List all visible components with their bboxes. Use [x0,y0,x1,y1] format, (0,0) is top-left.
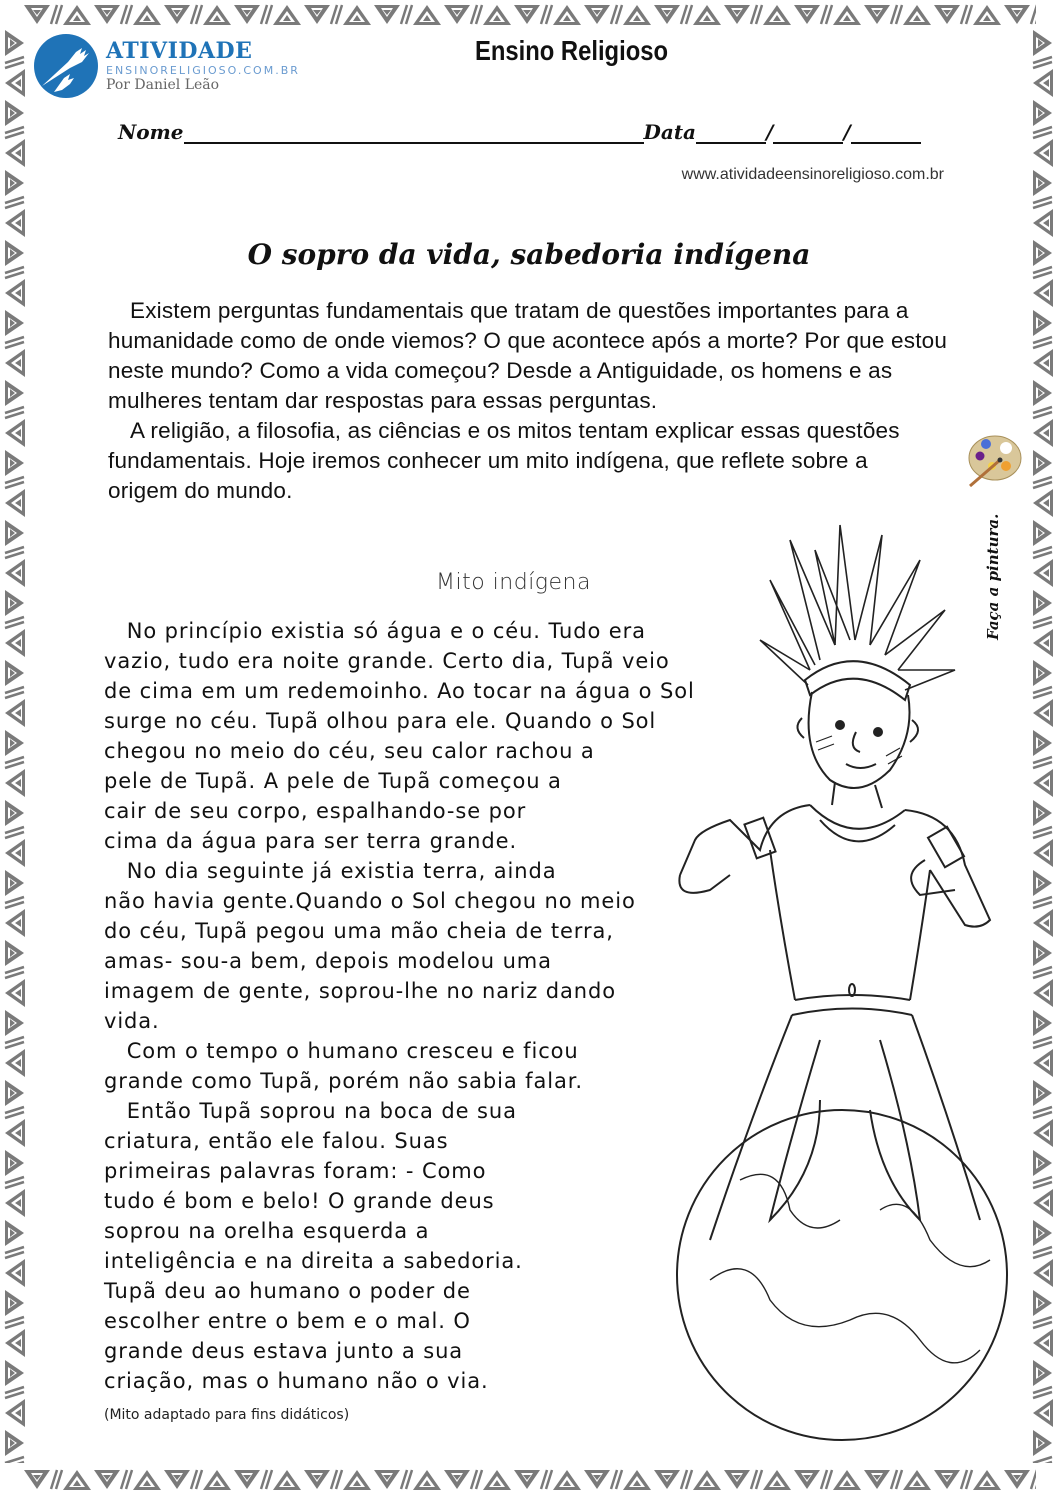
myth-line: pele de Tupã. A pele de Tupã começou a [104,769,562,793]
name-date-row [118,120,944,144]
indigenous-figure-illustration [620,520,1020,1445]
myth-line: não havia gente.Quando o Sol chegou no meio [104,889,636,913]
myth-line: chegou no meio do céu, seu calor rachou a [104,739,595,763]
myth-line: vazio, tudo era noite grande. Certo dia, Tupã veio [104,649,670,673]
subject-title: Ensino Religioso [474,35,669,66]
paint-palette-icon [962,430,1024,492]
myth-line: surge no céu. Tupã olhou para ele. Quando o Sol [104,709,657,733]
intro-paragraph: Existem perguntas fundamentais que tratam de questões importantes para a humanidade como de onde viemos? O que acontece após a morte? Por que estou neste mundo? Como a vida começou? Desde a Antiguidade, os homens e as mulheres tentam dar respostas para essas perguntas. [108,298,948,413]
myth-line: soprou na orelha esquerda a [104,1219,430,1243]
name-label: Nome [118,120,184,144]
logo-title: ATIVIDADE [106,38,253,64]
myth-line: imagem de gente, soprou-lhe no nariz dando [104,979,616,1003]
document-title: O sopro da vida, sabedoria indígena [247,238,811,271]
myth-line: cair de seu corpo, espalhando-se por [104,799,527,823]
myth-line: cima da água para ser terra grande. [104,829,518,853]
decorative-border-top [22,2,1036,28]
myth-line: amas- sou-a bem, depois modelou uma [104,949,552,973]
date-label: Data [643,120,697,144]
decorative-border-bottom [22,1467,1036,1493]
coloring-instruction: Faça a pintura. [984,513,1002,640]
myth-line: No princípio existia só água e o céu. Tudo era [104,619,646,643]
myth-line: do céu, Tupã pegou uma mão cheia de terra, [104,919,614,943]
myth-line: de cima em um redemoinho. Ao tocar na água o Sol [104,679,695,703]
logo-author: Por Daniel Leão [106,77,220,93]
footnote: (Mito adaptado para fins didáticos) [104,1407,350,1423]
myth-line: primeiras palavras foram: - Como [104,1159,487,1183]
myth-title: Mito indígena [436,570,591,595]
date-month-field[interactable] [773,122,843,144]
myth-line: Com o tempo o humano cresceu e ficou [104,1039,579,1063]
myth-line: tudo é bom e belo! O grande deus [104,1189,495,1213]
myth-line: inteligência e na direita a sabedoria. [104,1249,523,1273]
date-separator: / [843,120,851,144]
myth-line: criação, mas o humano não o via. [104,1369,489,1393]
myth-line: grande como Tupã, porém não sabia falar. [104,1069,583,1093]
myth-text [104,616,695,1396]
date-separator: / [766,120,774,144]
myth-line: No dia seguinte já existia terra, ainda [104,859,557,883]
myth-line: Tupã deu ao humano o poder de [104,1279,471,1303]
name-field[interactable] [184,122,644,144]
intro-paragraph: A religião, a filosofia, as ciências e os mitos tentam explicar essas questões fundamentais. Hoje iremos conhecer um mito indígena, que reflete sobre a origem do mundo. [108,418,900,503]
myth-line: escolher entre o bem e o mal. O [104,1309,471,1333]
intro-text [108,296,958,506]
website-url: www.atividadeensinoreligioso.com.br [681,166,944,183]
myth-line: Então Tupã soprou na boca de sua [104,1099,517,1123]
myth-line: criatura, então ele falou. Suas [104,1129,449,1153]
date-day-field[interactable] [696,122,766,144]
date-year-field[interactable] [851,122,921,144]
logo-subtitle: ENSINORELIGIOSO.COM.BR [106,64,300,77]
myth-line: vida. [104,1009,160,1033]
myth-line: grande deus estava junto a sua [104,1339,464,1363]
